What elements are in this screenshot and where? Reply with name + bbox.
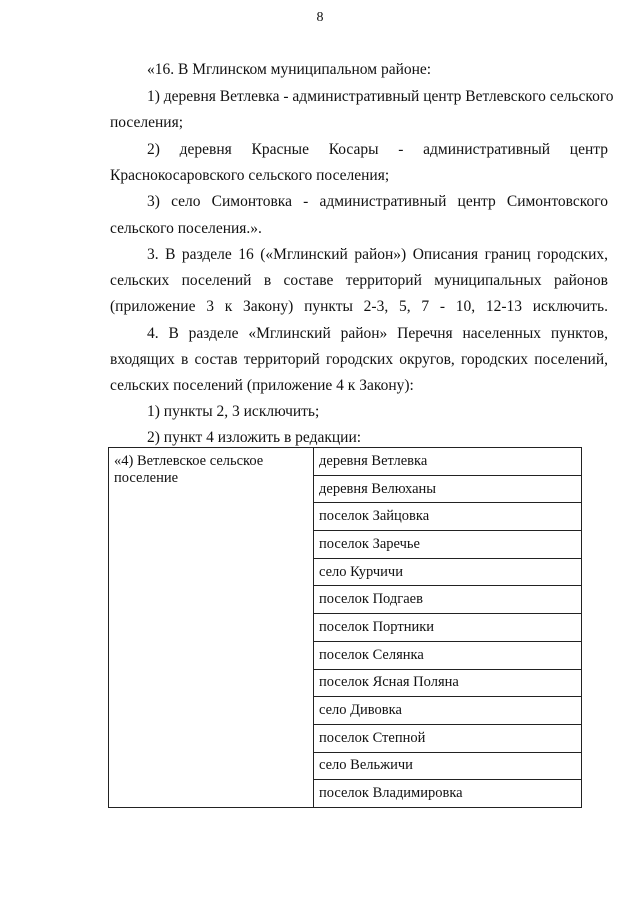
locality-cell: поселок Подгаев xyxy=(314,586,582,614)
locality-cell: поселок Зайцовка xyxy=(314,503,582,531)
locality-cell: поселок Владимировка xyxy=(314,780,582,808)
paragraph-line: 3) село Симонтовка - административный центр Симонтовского xyxy=(147,193,608,210)
settlement-name-cell: «4) Ветлевское сельское поселение xyxy=(109,448,314,808)
table-row xyxy=(109,448,582,476)
paragraph-line: входящих в состав территорий городских округов, городских поселений, xyxy=(110,351,608,368)
paragraph-line: сельских поселений (приложение 4 к Закону): xyxy=(110,377,414,394)
settlements-table xyxy=(108,447,582,808)
locality-cell: деревня Велюханы xyxy=(314,475,582,503)
locality-cell: деревня Ветлевка xyxy=(314,448,582,476)
paragraph-line: сельских поселений в составе территорий муниципальных районов xyxy=(110,272,608,289)
paragraph-line: сельского поселения.». xyxy=(110,220,262,237)
paragraph-line: поселения; xyxy=(110,114,184,131)
locality-cell: село Дивовка xyxy=(314,697,582,725)
locality-cell: поселок Степной xyxy=(314,724,582,752)
page-number: 8 xyxy=(316,10,324,25)
paragraph-line: «16. В Мглинском муниципальном районе: xyxy=(147,61,432,78)
locality-cell: поселок Селянка xyxy=(314,641,582,669)
paragraph-line: 1) деревня Ветлевка - административный центр Ветлевского сельского xyxy=(147,88,614,105)
paragraph-line: 3. В разделе 16 («Мглинский район») Описания границ городских, xyxy=(147,246,608,263)
locality-cell: село Вельжичи xyxy=(314,752,582,780)
paragraph-line: 2) пункт 4 изложить в редакции: xyxy=(147,429,362,446)
paragraph-line: 2) деревня Красные Косары - административный центр xyxy=(147,141,608,158)
paragraph-line: 1) пункты 2, 3 исключить; xyxy=(147,403,320,420)
locality-cell: поселок Ясная Поляна xyxy=(314,669,582,697)
paragraph-line: 4. В разделе «Мглинский район» Перечня населенных пунктов, xyxy=(147,325,608,342)
locality-cell: поселок Портники xyxy=(314,614,582,642)
paragraph-line: (приложение 3 к Закону) пункты 2-3, 5, 7 - 10, 12-13 исключить. xyxy=(110,298,608,315)
locality-cell: поселок Заречье xyxy=(314,531,582,559)
paragraph-line: Краснокосаровского сельского поселения; xyxy=(110,167,390,184)
locality-cell: село Курчичи xyxy=(314,558,582,586)
